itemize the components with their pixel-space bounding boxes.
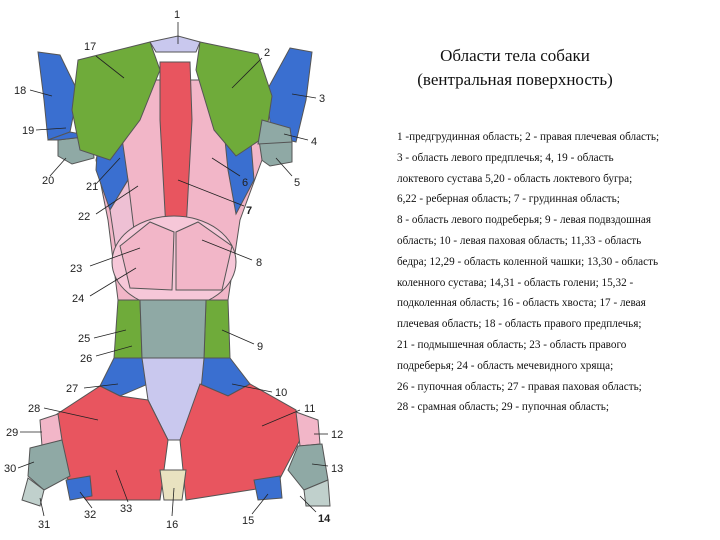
legend-line: 1 -предгрудинная область; 2 - правая плечевая область; bbox=[397, 131, 660, 143]
label-22: 22 bbox=[78, 211, 91, 223]
label-7: 7 bbox=[246, 205, 253, 217]
label-25: 25 bbox=[78, 333, 91, 345]
legend-line: 26 - пупочная область; 27 - правая паховая область; bbox=[397, 380, 642, 393]
region-32-popliteal bbox=[66, 476, 92, 500]
legend-line: коленного сустава; 14,31 - область голени; 15,32 - bbox=[397, 276, 634, 289]
label-12: 12 bbox=[331, 429, 344, 441]
region-25-iliac-right bbox=[114, 300, 142, 358]
title-line-1: Области тела собаки bbox=[440, 46, 590, 65]
label-20: 20 bbox=[42, 175, 55, 187]
label-21: 21 bbox=[86, 181, 99, 193]
legend-line: 3 - область левого предплечья; 4, 19 - область bbox=[397, 151, 614, 164]
legend-line: бедра; 12,29 - область коленной чашки; 13,30 - область bbox=[397, 255, 659, 268]
region-11-thigh-left bbox=[180, 384, 300, 500]
label-1: 1 bbox=[174, 9, 181, 21]
label-8: 8 bbox=[256, 257, 263, 269]
label-2: 2 bbox=[264, 47, 271, 59]
region-33-thigh-right bbox=[48, 386, 168, 500]
label-30: 30 bbox=[4, 463, 17, 475]
label-29: 29 bbox=[6, 427, 19, 439]
label-32: 32 bbox=[84, 509, 97, 521]
legend-line: область; 10 - левая паховая область; 11,33 - область bbox=[397, 234, 642, 247]
legend-line: 8 - область левого подреберья; 9 - левая подвздошная bbox=[397, 214, 651, 227]
region-18-right-forearm bbox=[38, 52, 78, 140]
label-11: 11 bbox=[304, 403, 316, 415]
label-13: 13 bbox=[331, 463, 344, 475]
label-17: 17 bbox=[84, 41, 97, 53]
label-26: 26 bbox=[80, 353, 93, 365]
legend-line: 28 - срамная область; 29 - пупочная область; bbox=[397, 401, 609, 414]
label-19: 19 bbox=[22, 125, 35, 137]
label-18: 18 bbox=[14, 85, 27, 97]
region-7-sternal bbox=[160, 62, 192, 236]
label-14: 14 bbox=[318, 513, 331, 525]
region-26-umbilical bbox=[140, 300, 206, 358]
label-3: 3 bbox=[319, 93, 326, 105]
label-33: 33 bbox=[120, 503, 133, 515]
label-10: 10 bbox=[275, 387, 288, 399]
legend-line: локтевого сустава 5,20 - область локтевого бугра; bbox=[397, 172, 633, 185]
label-28: 28 bbox=[28, 403, 41, 415]
label-6: 6 bbox=[242, 177, 249, 189]
label-9: 9 bbox=[257, 341, 264, 353]
label-31: 31 bbox=[38, 519, 51, 531]
region-legend bbox=[397, 127, 697, 418]
legend-line: 21 - подмышечная область; 23 - область правого bbox=[397, 338, 627, 351]
region-1-prethoracic bbox=[150, 36, 200, 52]
title-line-2: (вентральная поверхность) bbox=[417, 70, 613, 89]
region-15-popliteal bbox=[254, 476, 282, 500]
label-4: 4 bbox=[311, 136, 318, 148]
legend-line: 6,22 - реберная область; 7 - грудинная область; bbox=[397, 193, 620, 206]
legend-line: плечевая область; 18 - область правого предплечья; bbox=[397, 318, 642, 331]
label-23: 23 bbox=[70, 263, 83, 275]
label-16: 16 bbox=[166, 519, 179, 531]
label-5: 5 bbox=[294, 177, 301, 189]
label-15: 15 bbox=[242, 515, 255, 527]
label-24: 24 bbox=[72, 293, 85, 305]
region-16-tail bbox=[160, 470, 186, 500]
label-27: 27 bbox=[66, 383, 79, 395]
region-12-patella bbox=[296, 412, 320, 446]
legend-line: подколенная область; 16 - область хвоста; 17 - левая bbox=[397, 297, 646, 310]
region-9-iliac-left bbox=[204, 300, 230, 358]
legend-line: подреберья; 24 - область мечевидного хряща; bbox=[397, 359, 614, 372]
diagram-title bbox=[390, 44, 640, 92]
